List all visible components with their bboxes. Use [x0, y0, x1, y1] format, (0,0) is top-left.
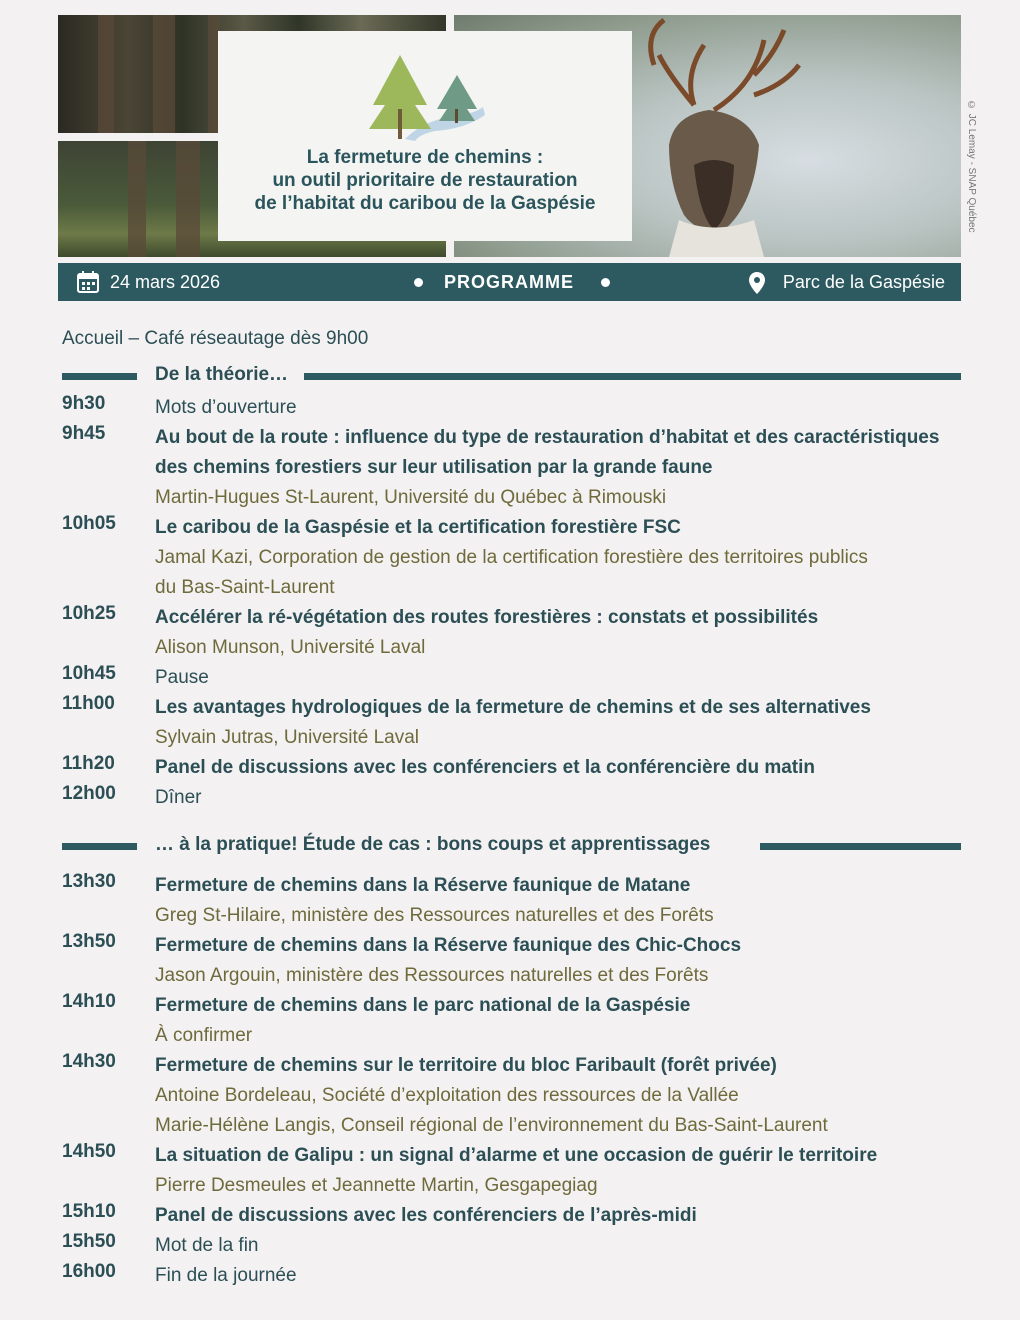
separator-dot [414, 278, 423, 287]
title-line-3: de l’habitat du caribou de la Gaspésie [254, 193, 596, 214]
item-title: Panel de discussions avec les conférenciers de l’après-midi [155, 1205, 697, 1226]
item-title-cont: des chemins forestiers sur leur utilisation par la grande faune [155, 457, 713, 478]
section-rule-right [760, 843, 961, 850]
location-pin-icon [748, 271, 766, 295]
item-title: Mots d’ouverture [155, 397, 297, 418]
item-speaker: Jamal Kazi, Corporation de gestion de la certification forestière des territoires publics [155, 547, 868, 568]
programme-label: PROGRAMME [444, 272, 574, 292]
calendar-icon [76, 270, 100, 294]
info-banner [58, 263, 961, 301]
item-title: Accélérer la ré-végétation des routes forestières : constats et possibilités [155, 607, 819, 628]
item-speaker-cont: du Bas-Saint-Laurent [155, 577, 335, 598]
item-time: 10h45 [62, 663, 116, 684]
item-title: Au bout de la route : influence du type de restauration d’habitat et des caractéristiques [155, 427, 940, 448]
forest-road-logo-icon [365, 49, 485, 141]
photo-credit: © JC Lemay - SNAP Québec [966, 100, 977, 233]
item-title: Fermeture de chemins sur le territoire du bloc Faribault (forêt privée) [155, 1055, 777, 1076]
section-rule-right [304, 373, 961, 380]
item-time: 14h50 [62, 1141, 116, 1162]
title-line-2: un outil prioritaire de restauration [272, 170, 578, 191]
item-speaker: Pierre Desmeules et Jeannette Martin, Gesgapegiag [155, 1175, 598, 1196]
section-title: … à la pratique! Étude de cas : bons coups et apprentissages [155, 834, 724, 856]
item-time: 9h30 [62, 393, 106, 414]
item-title: Pause [155, 667, 209, 688]
item-time: 13h30 [62, 871, 116, 892]
section-heading-practice [62, 834, 961, 858]
item-time: 14h10 [62, 991, 116, 1012]
section-rule-left [62, 373, 137, 380]
event-location: Parc de la Gaspésie [782, 272, 945, 292]
item-time: 10h05 [62, 513, 116, 534]
item-title: Fermeture de chemins dans le parc national de la Gaspésie [155, 995, 691, 1016]
item-time: 10h25 [62, 603, 116, 624]
item-title: Fermeture de chemins dans la Réserve faunique des Chic-Chocs [155, 935, 742, 956]
section-heading-theory [62, 364, 961, 388]
item-time: 12h00 [62, 783, 116, 804]
item-time: 13h50 [62, 931, 116, 952]
item-time: 14h30 [62, 1051, 116, 1072]
title-card [218, 31, 632, 241]
section-title: De la théorie… [155, 364, 302, 386]
item-speaker: À confirmer [155, 1025, 253, 1046]
section-rule-left [62, 843, 137, 850]
item-time: 15h50 [62, 1231, 116, 1252]
separator-dot [601, 278, 610, 287]
item-time: 11h00 [62, 693, 115, 714]
item-speaker: Alison Munson, Université Laval [155, 637, 426, 658]
item-title: Les avantages hydrologiques de la fermeture de chemins et de ses alternatives [155, 697, 871, 718]
item-speaker: Martin-Hugues St-Laurent, Université du Québec à Rimouski [155, 487, 667, 508]
title-line-1: La fermeture de chemins : [306, 147, 544, 168]
item-title: Dîner [155, 787, 202, 808]
item-speaker: Antoine Bordeleau, Société d’exploitation des ressources de la Vallée [155, 1085, 739, 1106]
item-title: Panel de discussions avec les conférenciers et la conférencière du matin [155, 757, 815, 778]
item-title: Fermeture de chemins dans la Réserve faunique de Matane [155, 875, 691, 896]
item-title: Le caribou de la Gaspésie et la certification forestière FSC [155, 517, 681, 538]
item-title: Mot de la fin [155, 1235, 259, 1256]
header [58, 15, 961, 257]
item-time: 16h00 [62, 1261, 116, 1282]
item-time: 15h10 [62, 1201, 116, 1222]
item-speaker: Marie-Hélène Langis, Conseil régional de l’environnement du Bas-Saint-Laurent [155, 1115, 828, 1136]
item-time: 9h45 [62, 423, 106, 444]
item-speaker: Jason Argouin, ministère des Ressources naturelles et des Forêts [155, 965, 709, 986]
item-time: 11h20 [62, 753, 115, 774]
item-speaker: Sylvain Jutras, Université Laval [155, 727, 419, 748]
item-speaker: Greg St-Hilaire, ministère des Ressources naturelles et des Forêts [155, 905, 714, 926]
event-date: 24 mars 2026 [110, 272, 221, 292]
accueil-line: Accueil – Café réseautage dès 9h00 [62, 328, 369, 349]
item-title: La situation de Galipu : un signal d’alarme et une occasion de guérir le territoire [155, 1145, 878, 1166]
item-title: Fin de la journée [155, 1265, 297, 1286]
